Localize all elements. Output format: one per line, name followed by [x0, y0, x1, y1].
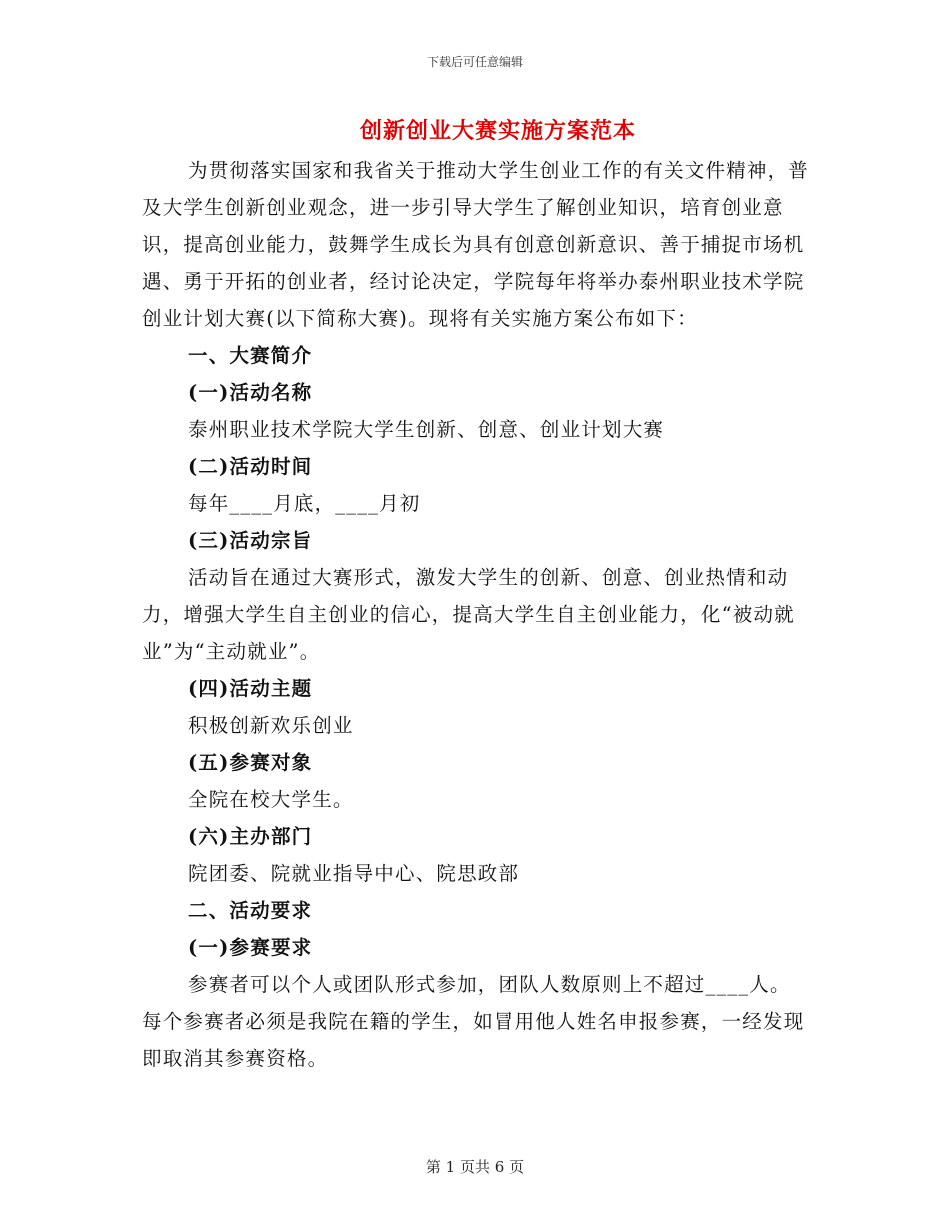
intro-paragraph: 为贯彻落实国家和我省关于推动大学生创业工作的有关文件精神，普及大学生创新创业观念，进一步引导大学生了解创业知识，培育创业意识，提高创业能力，鼓舞学生成长为具有创意创新意识、善于捕捉市场机遇、勇于开拓的创业者，经讨论决定，学院每年将举办泰州职业技术学院创业计划大赛(以下简称大赛)。现将有关实施方案公布如下： — [142, 159, 810, 330]
subsection-heading: (四)活动主题 — [188, 677, 313, 700]
header-note: 下载后可任意编辑 — [426, 55, 523, 69]
subsection-text: 积极创新欢乐创业 — [188, 714, 354, 737]
subsection-text: 院团委、院就业指导中心、院思政部 — [188, 862, 520, 885]
subsection-text: 每年____月底，____月初 — [188, 492, 421, 515]
subsection-text: 全院在校大学生。 — [188, 788, 354, 811]
subsection-heading: (二)活动时间 — [188, 455, 313, 478]
subsection-text: 参赛者可以个人或团队形式参加，团队人数原则上不超过____人。每个参赛者必须是我院在籍的学生，如冒用他人姓名申报参赛，一经发现即取消其参赛资格。 — [142, 973, 805, 1070]
document-body — [142, 152, 810, 1077]
page-footer: 第 1 页共 6 页 — [425, 1158, 525, 1176]
subsection-heading: (六)主办部门 — [188, 825, 313, 848]
subsection-heading: (五)参赛对象 — [188, 751, 313, 774]
subsection-heading: (一)活动名称 — [188, 381, 313, 404]
subsection-heading: (一)参赛要求 — [188, 936, 313, 959]
subsection-text: 泰州职业技术学院大学生创新、创意、创业计划大赛 — [188, 418, 665, 441]
subsection-text: 活动旨在通过大赛形式，激发大学生的创新、创意、创业热情和动力，增强大学生自主创业的信心，提高大学生自主创业能力，化“被动就业”为“主动就业”。 — [142, 566, 795, 663]
document-title: 创新创业大赛实施方案范本 — [359, 118, 636, 144]
subsection-heading: (三)活动宗旨 — [188, 529, 313, 552]
section-heading: 二、活动要求 — [188, 899, 313, 922]
section-heading: 一、大赛简介 — [188, 344, 313, 367]
